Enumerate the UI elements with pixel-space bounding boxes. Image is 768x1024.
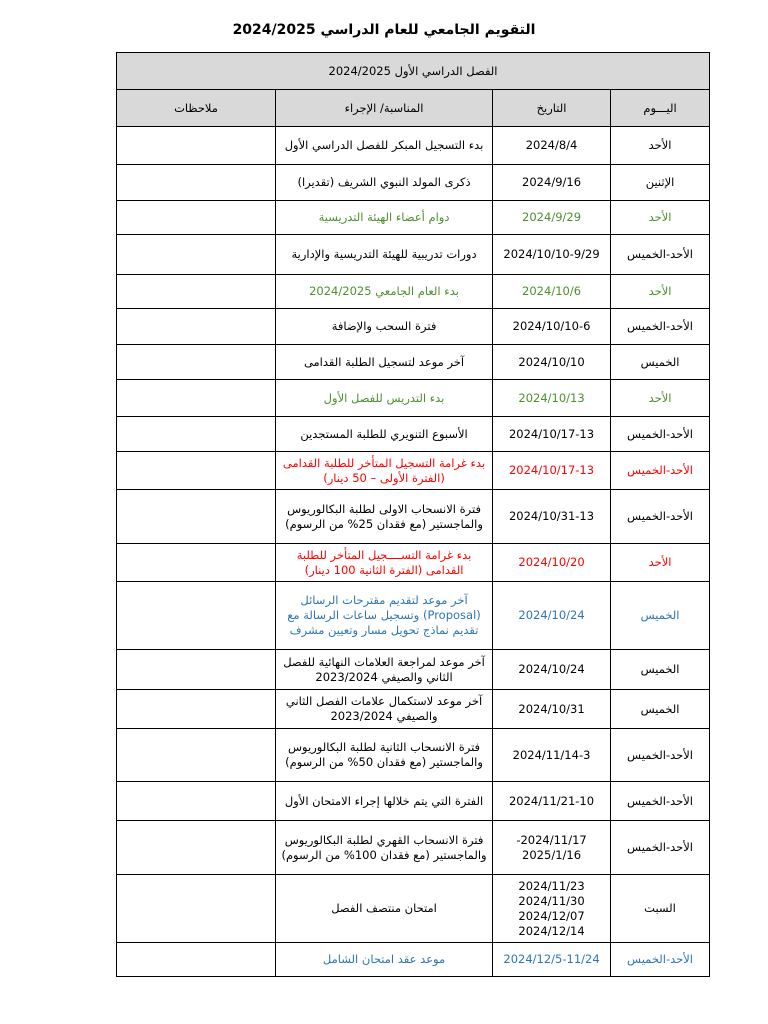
table-row xyxy=(117,729,710,782)
date-cell: 2024/10/24 xyxy=(493,650,611,690)
date-cell: 2024/10/13 xyxy=(493,380,611,417)
table-row xyxy=(117,127,710,165)
table-row xyxy=(117,380,710,417)
notes-cell xyxy=(117,729,276,782)
table-row xyxy=(117,490,710,544)
event-cell: الفترة التي يتم خلالها إجراء الامتحان الأول xyxy=(276,782,493,821)
date-cell: 2024/8/4 xyxy=(493,127,611,165)
day-cell: الأحد-الخميس xyxy=(611,417,710,452)
table-row xyxy=(117,275,710,309)
date-cell: 2024/10/6 xyxy=(493,275,611,309)
event-cell: آخر موعد لمراجعة العلامات النهائية للفصل الثاني والصيفي 2023/2024 xyxy=(276,650,493,690)
table-row xyxy=(117,165,710,201)
notes-cell xyxy=(117,782,276,821)
day-cell: الأحد xyxy=(611,544,710,582)
notes-cell xyxy=(117,165,276,201)
table-row xyxy=(117,201,710,235)
date-cell: 2024/10/10-6 xyxy=(493,309,611,345)
event-cell: بدء التدريس للفصل الأول xyxy=(276,380,493,417)
table-row xyxy=(117,309,710,345)
event-cell: بدء التسجيل المبكر للفصل الدراسي الأول xyxy=(276,127,493,165)
notes-cell xyxy=(117,544,276,582)
notes-cell xyxy=(117,875,276,943)
day-cell: الأحد-الخميس xyxy=(611,309,710,345)
notes-cell xyxy=(117,309,276,345)
event-cell: الأسبوع التنويري للطلبة المستجدين xyxy=(276,417,493,452)
column-header-notes: ملاحظات xyxy=(117,90,276,127)
event-cell: بدء غرامة التســــجيل المتأخر للطلبة القدامى (الفترة الثانية 100 دينار) xyxy=(276,544,493,582)
column-header-day: اليـــوم xyxy=(611,90,710,127)
day-cell: الخميس xyxy=(611,650,710,690)
date-cell: 2024/9/29 xyxy=(493,201,611,235)
notes-cell xyxy=(117,582,276,650)
table-row xyxy=(117,452,710,490)
day-cell: الخميس xyxy=(611,690,710,729)
notes-cell xyxy=(117,201,276,235)
page-title: التقويم الجامعي للعام الدراسي 2024/2025 xyxy=(232,22,536,38)
date-cell: 2024/10/10-9/29 xyxy=(493,235,611,275)
day-cell: الأحد xyxy=(611,201,710,235)
day-cell: السبت xyxy=(611,875,710,943)
event-cell: فترة الانسحاب الثانية لطلبة البكالوريوس والماجستير (مع فقدان 50% من الرسوم) xyxy=(276,729,493,782)
notes-cell xyxy=(117,417,276,452)
event-cell: آخر موعد لاستكمال علامات الفصل الثاني والصيفي 2023/2024 xyxy=(276,690,493,729)
day-cell: الخميس xyxy=(611,345,710,380)
event-cell: آخر موعد لتسجيل الطلبة القدامى xyxy=(276,345,493,380)
day-cell: الإثنين xyxy=(611,165,710,201)
date-cell: 2024/10/10 xyxy=(493,345,611,380)
day-cell: الأحد-الخميس xyxy=(611,452,710,490)
date-cell: 2024/10/20 xyxy=(493,544,611,582)
event-cell: دوام أعضاء الهيئة التدريسية xyxy=(276,201,493,235)
notes-cell xyxy=(117,821,276,875)
table-row xyxy=(117,582,710,650)
column-header-date: التاريخ xyxy=(493,90,611,127)
date-cell: 2024/10/24 xyxy=(493,582,611,650)
table-row xyxy=(117,821,710,875)
day-cell: الأحد-الخميس xyxy=(611,235,710,275)
notes-cell xyxy=(117,452,276,490)
table-row xyxy=(117,650,710,690)
notes-cell xyxy=(117,490,276,544)
event-cell: دورات تدريبية للهيئة التدريسية والإدارية xyxy=(276,235,493,275)
event-cell: بدء العام الجامعي 2024/2025 xyxy=(276,275,493,309)
calendar-table xyxy=(116,52,710,977)
table-row xyxy=(117,875,710,943)
day-cell: الأحد-الخميس xyxy=(611,490,710,544)
event-cell: فترة السحب والإضافة xyxy=(276,309,493,345)
notes-cell xyxy=(117,235,276,275)
day-cell: الأحد xyxy=(611,380,710,417)
day-cell: الأحد xyxy=(611,275,710,309)
day-cell: الأحد xyxy=(611,127,710,165)
event-cell: ذكرى المولد النبوي الشريف (تقديرا) xyxy=(276,165,493,201)
date-cell: 2024/10/31 xyxy=(493,690,611,729)
notes-cell xyxy=(117,275,276,309)
event-cell: فترة الانسحاب الاولى لطلبة البكالوريوس والماجستير (مع فقدان 25% من الرسوم) xyxy=(276,490,493,544)
notes-cell xyxy=(117,690,276,729)
day-cell: الخميس xyxy=(611,582,710,650)
semester-header: الفصل الدراسي الأول 2024/2025 xyxy=(117,53,710,90)
notes-cell xyxy=(117,380,276,417)
day-cell: الأحد-الخميس xyxy=(611,821,710,875)
table-row xyxy=(117,690,710,729)
date-cell: 2024/10/17-13 xyxy=(493,452,611,490)
event-cell: موعد عقد امتحان الشامل xyxy=(276,943,493,977)
notes-cell xyxy=(117,345,276,380)
column-header-event: المناسبة/ الإجراء xyxy=(276,90,493,127)
notes-cell xyxy=(117,127,276,165)
date-cell: 2024/10/31-13 xyxy=(493,490,611,544)
table-row xyxy=(117,417,710,452)
date-cell: 2024/10/17-13 xyxy=(493,417,611,452)
date-cell: 2024/11/23 2024/11/30 2024/12/07 2024/12/14 xyxy=(493,875,611,943)
day-cell: الأحد-الخميس xyxy=(611,943,710,977)
event-cell: بدء غرامة التسجيل المتأخر للطلبة القدامى (الفترة الأولى – 50 دينار) xyxy=(276,452,493,490)
date-cell: 2024/9/16 xyxy=(493,165,611,201)
notes-cell xyxy=(117,650,276,690)
date-cell: 2024/11/14-3 xyxy=(493,729,611,782)
event-cell: فترة الانسحاب القهري لطلبة البكالوريوس والماجستير (مع فقدان 100% من الرسوم) xyxy=(276,821,493,875)
event-cell: امتحان منتصف الفصل xyxy=(276,875,493,943)
date-cell: 2024/11/21-10 xyxy=(493,782,611,821)
notes-cell xyxy=(117,943,276,977)
calendar-body xyxy=(117,127,710,977)
table-row xyxy=(117,345,710,380)
table-row xyxy=(117,235,710,275)
table-row xyxy=(117,544,710,582)
date-cell: 2024/12/5-11/24 xyxy=(493,943,611,977)
event-cell: آخر موعد لتقديم مقترحات الرسائل (Proposal) وتسجيل ساعات الرسالة مع تقديم نماذج تحويل مسار وتعيين مشرف xyxy=(276,582,493,650)
day-cell: الأحد-الخميس xyxy=(611,729,710,782)
table-row xyxy=(117,782,710,821)
date-cell: -2024/11/17 2025/1/16 xyxy=(493,821,611,875)
table-row xyxy=(117,943,710,977)
day-cell: الأحد-الخميس xyxy=(611,782,710,821)
